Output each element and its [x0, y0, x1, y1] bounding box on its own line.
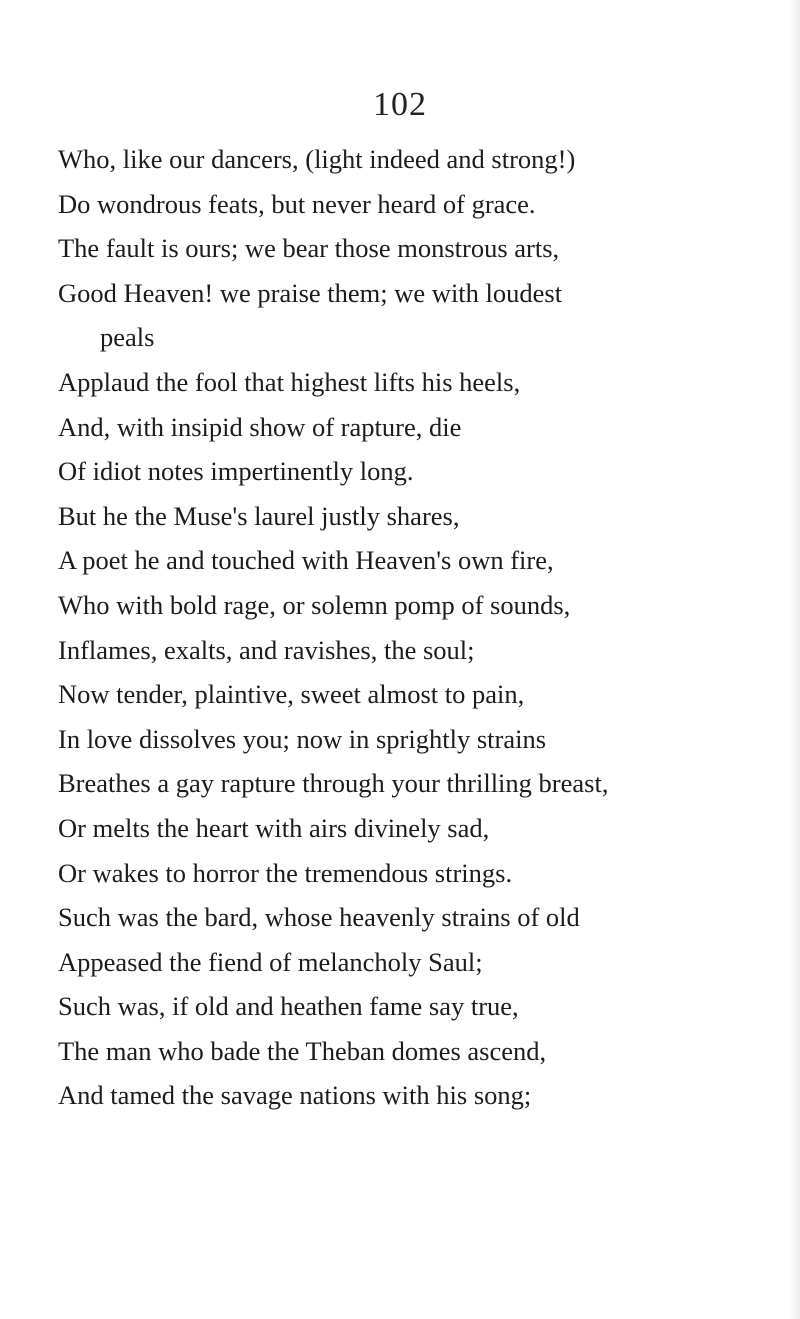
poem-line: And, with insipid show of rapture, die	[58, 411, 462, 442]
poem-line: Or melts the heart with airs divinely sad,	[58, 812, 490, 843]
poem-line: Such was, if old and heathen fame say true,	[58, 991, 519, 1022]
poem-line: And tamed the savage nations with his song;	[58, 1080, 532, 1111]
poem-text	[58, 137, 798, 1118]
poem-line: Appeased the fiend of melancholy Saul;	[58, 946, 483, 977]
poem-line: Now tender, plaintive, sweet almost to pain,	[58, 679, 525, 710]
poem-line: Do wondrous feats, but never heard of grace.	[58, 188, 536, 219]
poem-line: Inflames, exalts, and ravishes, the soul;	[58, 634, 475, 665]
poem-line: Good Heaven! we praise them; we with loudest	[58, 277, 563, 308]
poem-line: In love dissolves you; now in sprightly strains	[58, 723, 547, 754]
poem-line: But he the Muse's laurel justly shares,	[58, 500, 460, 531]
poem-line: Applaud the fool that highest lifts his heels,	[58, 366, 521, 397]
poem-line: peals	[100, 322, 155, 353]
poem-line: Or wakes to horror the tremendous strings.	[58, 857, 513, 888]
poem-line: Who, like our dancers, (light indeed and strong!)	[58, 144, 576, 174]
poem-line: The man who bade the Theban domes ascend,	[58, 1035, 547, 1066]
poem-line: Who with bold rage, or solemn pomp of sounds,	[58, 589, 571, 620]
poem-line: A poet he and touched with Heaven's own fire,	[58, 545, 554, 576]
poem-line: Such was the bard, whose heavenly strains of old	[58, 902, 580, 933]
page-edge-shadow	[790, 0, 800, 1319]
poem-line: Breathes a gay rapture through your thrilling breast,	[58, 768, 609, 799]
poem-line: The fault is ours; we bear those monstrous arts,	[58, 233, 560, 264]
poem-line: Of idiot notes impertinently long.	[58, 456, 414, 487]
page-number: 102	[373, 86, 427, 123]
